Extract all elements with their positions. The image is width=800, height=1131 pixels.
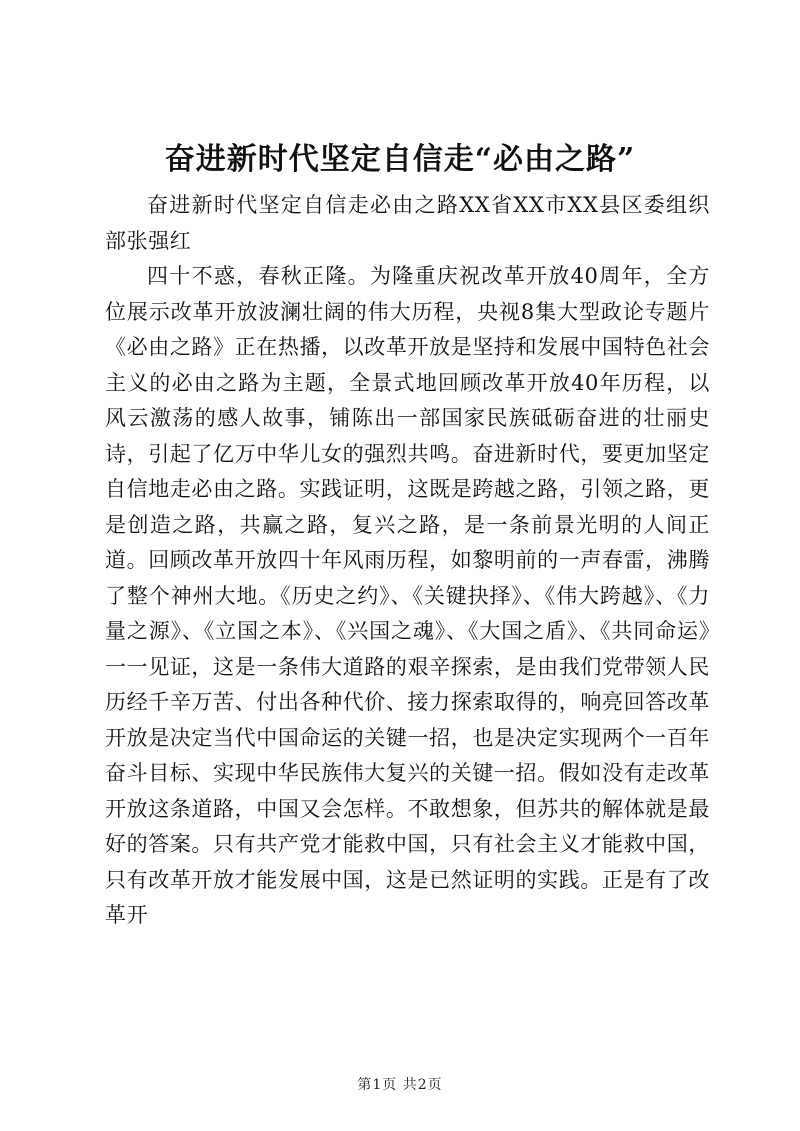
- page-footer: 第1页 共2页: [357, 1077, 443, 1093]
- byline-paragraph: 奋进新时代坚定自信走必由之路XX省XX市XX县区委组织部张强红: [105, 193, 710, 253]
- document-body: [105, 188, 710, 934]
- body-paragraph: 四十不惑，春秋正隆。为隆重庆祝改革开放40周年，全方位展示改革开放波澜壮阔的伟大历程，央视8集大型政论专题片《必由之路》正在热播，以改革开放是坚持和发展中国特色社会主义的必由之路为主题，全景式地回顾改革开放40年历程，以风云激荡的感人故事，铺陈出一部国家民族砥砺奋进的壮丽史诗，引起了亿万中华儿女的强烈共鸣。奋进新时代，要更加坚定自信地走必由之路。实践证明，这既是跨越之路，引领之路，更是创造之路，共赢之路，复兴之路，是一条前景光明的人间正道。回顾改革开放四十年风雨历程，如黎明前的一声春雷，沸腾了整个神州大地。《历史之约》、《关键抉择》、《伟大跨越》、《力量之源》、《立国之本》、《兴国之魂》、《大国之盾》、《共同命运》一一见证，这是一条伟大道路的艰辛探索，是由我们党带领人民历经千辛万苦、付出各种代价、接力探索取得的，响亮回答改革开放是决定当代中国命运的关键一招，也是决定实现两个一百年奋斗目标、实现中华民族伟大复兴的关键一招。假如没有走改革开放这条道路，中国又会怎样。不敢想象，但苏共的解体就是最好的答案。只有共产党才能救中国，只有社会主义才能救中国，只有改革开放才能发展中国，这是已然证明的实践。正是有了改革开: [105, 264, 710, 927]
- document-title: 奋进新时代坚定自信走“必由之路”: [164, 142, 636, 177]
